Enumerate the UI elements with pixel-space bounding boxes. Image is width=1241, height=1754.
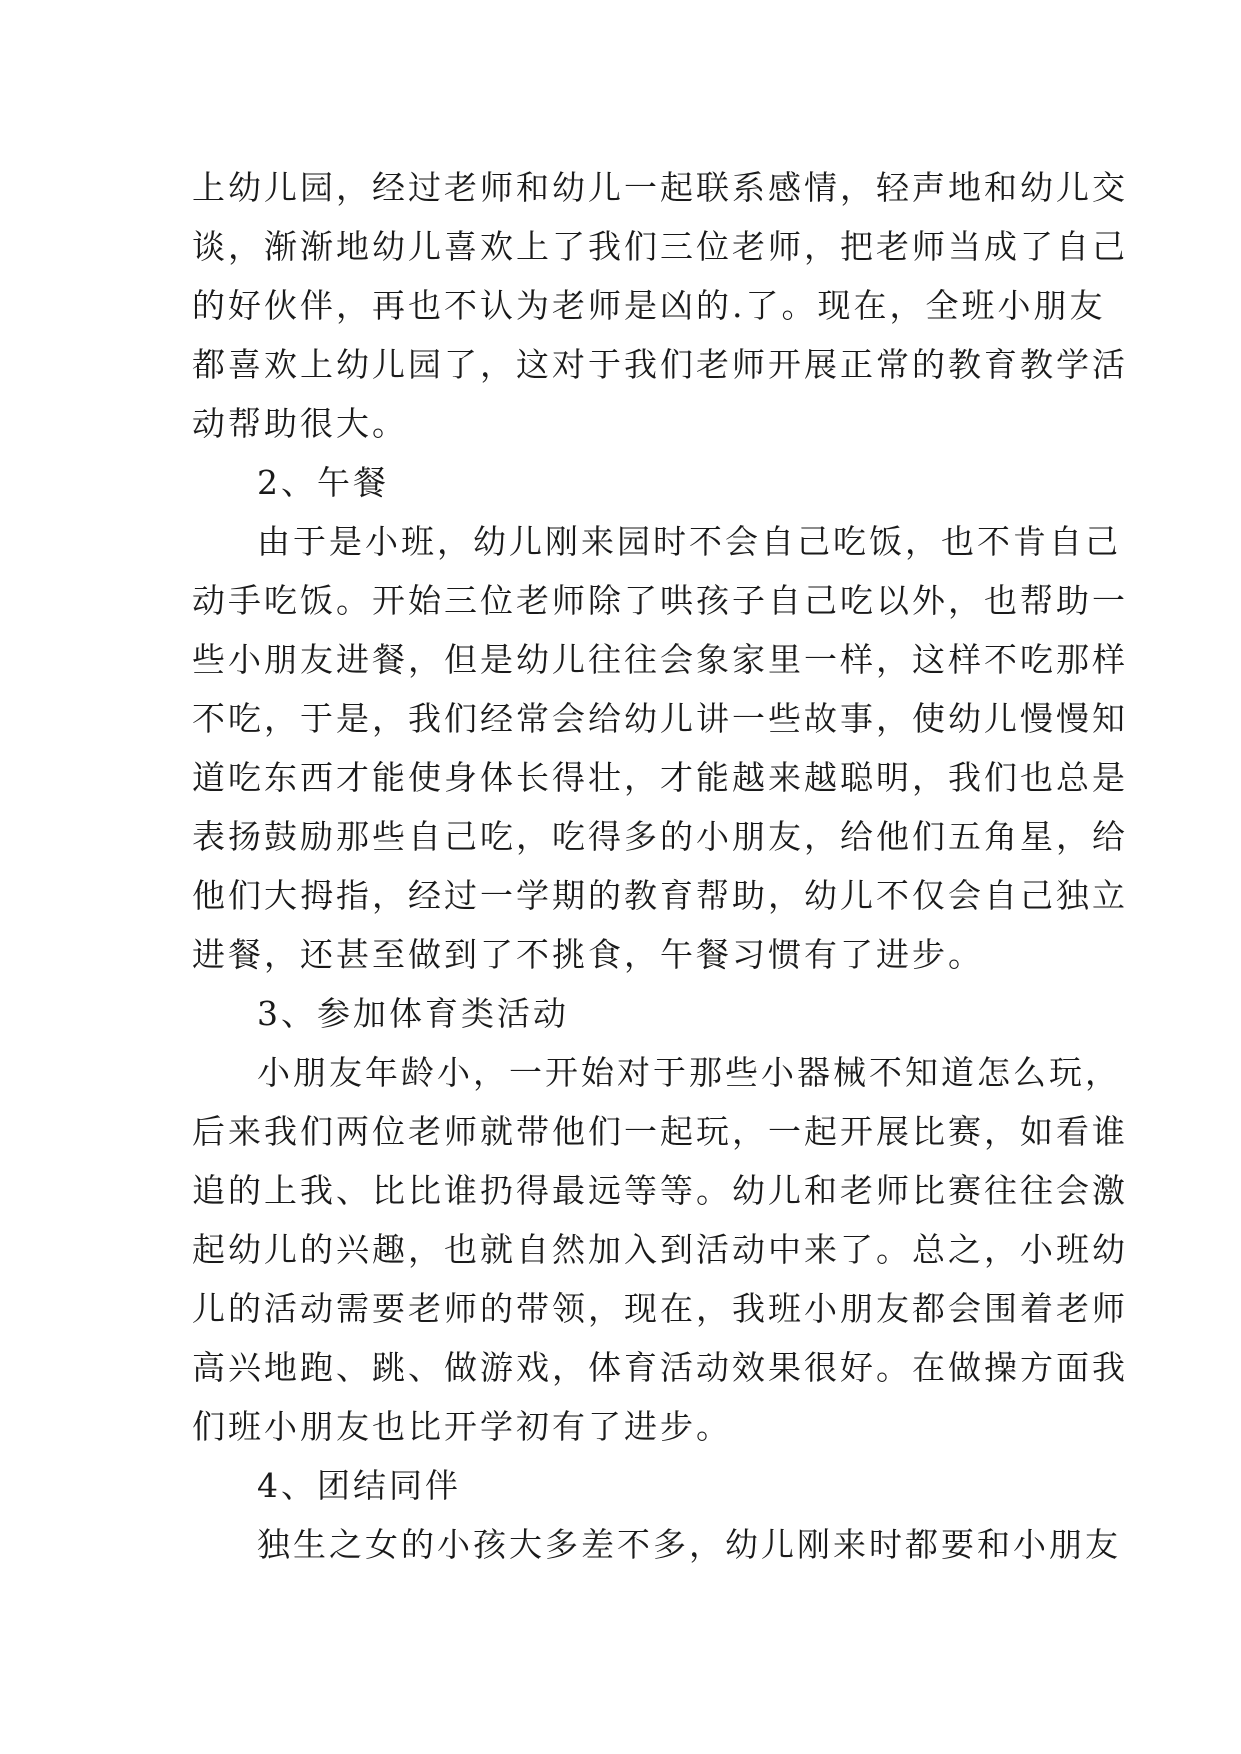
paragraph-line: 些小朋友进餐，但是幼儿往往会象家里一样，这样不吃那样 (192, 640, 1128, 679)
paragraph-line: 们班小朋友也比开学初有了进步。 (192, 1407, 732, 1446)
paragraph-line: 他们大拇指，经过一学期的教育帮助，幼儿不仅会自己独立 (192, 876, 1128, 915)
paragraph-line: 的好伙伴，再也不认为老师是凶的.了。现在，全班小朋友 (192, 286, 1106, 325)
section-heading-lunch: 2、午餐 (257, 463, 389, 502)
paragraph-line: 动手吃饭。开始三位老师除了哄孩子自己吃以外，也帮助一 (192, 581, 1128, 620)
paragraph-line: 后来我们两位老师就带他们一起玩，一起开展比赛，如看谁 (192, 1112, 1128, 1151)
section-heading-sports: 3、参加体育类活动 (257, 994, 569, 1033)
paragraph-line: 由于是小班，幼儿刚来园时不会自己吃饭，也不肯自己 (257, 522, 1121, 561)
paragraph-line: 高兴地跑、跳、做游戏，体育活动效果很好。在做操方面我 (192, 1348, 1128, 1387)
paragraph-line: 起幼儿的兴趣，也就自然加入到活动中来了。总之，小班幼 (192, 1230, 1128, 1269)
paragraph-line: 都喜欢上幼儿园了，这对于我们老师开展正常的教育教学活 (192, 345, 1128, 384)
paragraph-line: 小朋友年龄小，一开始对于那些小器械不知道怎么玩， (257, 1053, 1121, 1092)
paragraph-line: 独生之女的小孩大多差不多，幼儿刚来时都要和小朋友 (257, 1525, 1121, 1564)
paragraph-line: 道吃东西才能使身体长得壮，才能越来越聪明，我们也总是 (192, 758, 1128, 797)
document-body (192, 158, 1128, 1574)
paragraph-line: 上幼儿园，经过老师和幼儿一起联系感情，轻声地和幼儿交 (192, 168, 1128, 207)
paragraph-line: 儿的活动需要老师的带领，现在，我班小朋友都会围着老师 (192, 1289, 1128, 1328)
paragraph-line: 谈，渐渐地幼儿喜欢上了我们三位老师，把老师当成了自己 (192, 227, 1128, 266)
paragraph-line: 动帮助很大。 (192, 404, 408, 443)
section-heading-unity: 4、团结同伴 (257, 1466, 461, 1505)
paragraph-line: 进餐，还甚至做到了不挑食，午餐习惯有了进步。 (192, 935, 984, 974)
paragraph-line: 不吃，于是，我们经常会给幼儿讲一些故事，使幼儿慢慢知 (192, 699, 1128, 738)
paragraph-line: 追的上我、比比谁扔得最远等等。幼儿和老师比赛往往会激 (192, 1171, 1128, 1210)
paragraph-line: 表扬鼓励那些自己吃，吃得多的小朋友，给他们五角星，给 (192, 817, 1128, 856)
